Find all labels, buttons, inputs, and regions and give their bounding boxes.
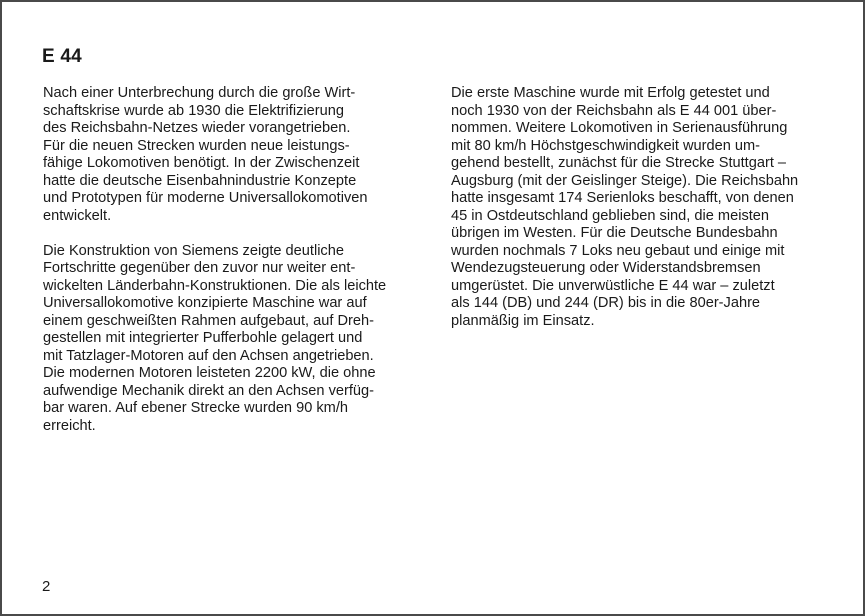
text-line: Für die neuen Strecken wurden neue leistungs- <box>43 137 350 154</box>
page-number: 2 <box>42 578 51 595</box>
text-line: übrigen im Westen. Für die Deutsche Bundesbahn <box>451 225 778 241</box>
text-line: wurden nochmals 7 Loks neu gebaut und einige mit <box>451 242 785 259</box>
text-line: planmäßig im Einsatz. <box>451 312 595 329</box>
text-line: Die modernen Motoren leisteten 2200 kW, die ohne <box>43 365 376 381</box>
text-line: hatte insgesamt 174 Serienloks beschafft, von denen <box>451 190 794 206</box>
text-line: mit Tatzlager-Motoren auf den Achsen angetrieben. <box>43 347 374 364</box>
text-line: und Prototypen für moderne Universallokomotiven <box>43 190 368 206</box>
text-line: 45 in Ostdeutschland geblieben sind, die meisten <box>451 207 770 224</box>
text-line: fähige Lokomotiven benötigt. In der Zwischenzeit <box>43 155 360 171</box>
text-line: als 144 (DB) und 244 (DR) bis in die 80er-Jahre <box>451 295 761 311</box>
text-line: bar waren. Auf ebener Strecke wurden 90 km/h <box>43 400 349 416</box>
text-line: nommen. Weitere Lokomotiven in Serienausführung <box>451 120 788 136</box>
text-line: noch 1930 von der Reichsbahn als E 44 001 über- <box>451 102 777 119</box>
text-line: erreicht. <box>43 417 96 434</box>
text-line: hatte die deutsche Eisenbahnindustrie Konzepte <box>43 172 357 189</box>
text-line: Nach einer Unterbrechung durch die große Wirt- <box>43 85 356 101</box>
text-line: Universallokomotive konzipierte Maschine war auf <box>43 295 367 311</box>
text-line: entwickelt. <box>43 207 112 224</box>
text-line: Wendezugsteuerung oder Widerstandsbremsen <box>451 260 761 276</box>
text-line: Fortschritte gegenüber den zuvor nur weiter ent- <box>43 260 356 276</box>
text-line: Augsburg (mit der Geislinger Steige). Die Reichsbahn <box>451 172 799 189</box>
page-title: E 44 <box>42 46 82 67</box>
text-line: Die Konstruktion von Siemens zeigte deutliche <box>43 242 344 259</box>
text-line: gehend bestellt, zunächst für die Strecke Stuttgart – <box>451 155 787 171</box>
text-line: mit 80 km/h Höchstgeschwindigkeit wurden um- <box>451 137 761 154</box>
paragraph-spacer <box>43 225 423 243</box>
paragraph <box>43 85 423 225</box>
right-column <box>451 85 836 330</box>
text-line: des Reichsbahn-Netzes wieder vorangetrieben. <box>43 120 351 136</box>
text-line: schaftskrise wurde ab 1930 die Elektrifizierung <box>43 102 344 119</box>
left-column <box>43 85 423 435</box>
text-line: umgerüstet. Die unverwüstliche E 44 war – zuletzt <box>451 277 775 294</box>
text-line: aufwendige Mechanik direkt an den Achsen verfüg- <box>43 382 374 399</box>
text-line: wickelten Länderbahn-Konstruktionen. Die als leichte <box>43 277 387 294</box>
text-line: einem geschweißten Rahmen aufgebaut, auf Dreh- <box>43 312 374 329</box>
text-line: gestellen mit integrierter Pufferbohle gelagert und <box>43 330 363 346</box>
text-line: Die erste Maschine wurde mit Erfolg getestet und <box>451 85 770 101</box>
paragraph <box>451 85 836 330</box>
paragraph <box>43 243 423 436</box>
